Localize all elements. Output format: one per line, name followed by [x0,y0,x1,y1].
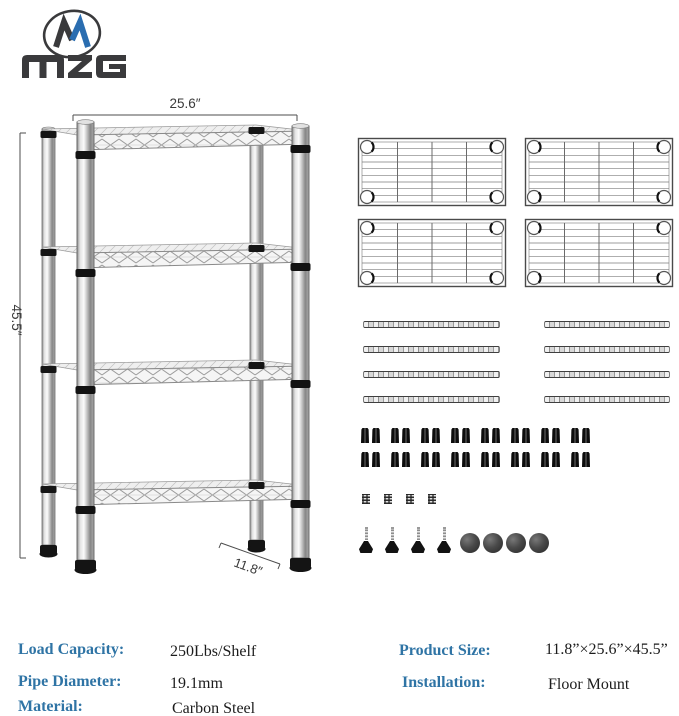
sleeve-clip-pair [571,452,590,467]
foot-stem [365,527,368,540]
sleeve-clip [492,428,500,443]
wire-shelf-top-view [357,137,507,207]
foot-cone [385,541,399,553]
load-capacity-value: 250Lbs/Shelf [170,643,257,660]
sleeve-clip [402,428,410,443]
sleeve-clip-pair [481,428,500,443]
front-feet [75,558,312,574]
foot-stem [391,527,394,540]
sleeve-clip-pair [571,428,590,443]
material-label: Material: [18,698,83,715]
screws-group [362,494,436,504]
sleeve-clip [582,428,590,443]
wire-shelves-group [357,137,674,288]
sleeve-clip [432,452,440,467]
wire-shelf-top-view [357,218,507,288]
screw-part [384,494,392,504]
sleeve-clip-pair [511,452,530,467]
sleeve-clip [451,428,459,443]
sleeve-clip [541,428,549,443]
depth-dimension-label: 11.8″ [231,554,265,579]
sleeve-clip [481,428,489,443]
sleeve-clip [391,452,399,467]
pole-part [544,321,670,328]
sleeve-clip [432,428,440,443]
sleeve-clip-pair [421,452,440,467]
pole-part [363,321,500,328]
mzg-logo-icon [8,2,148,84]
foot-stem [443,527,446,540]
sleeve-clip [522,452,530,467]
sleeve-clip [451,452,459,467]
pipe-diameter-label: Pipe Diameter: [18,673,122,690]
pole-part [363,371,500,378]
pole-part [544,371,670,378]
sleeve-clip-pair [361,428,380,443]
sleeve-clip [372,452,380,467]
sleeve-clip [552,452,560,467]
sleeve-clip [552,428,560,443]
sleeve-clip [391,428,399,443]
foot-cap [506,533,526,553]
foot-caps-group [460,533,549,553]
product-illustration [0,82,340,597]
foot-cone [359,541,373,553]
sleeve-clip [511,428,519,443]
wire-shelf-top-view [524,137,674,207]
foot-cap [529,533,549,553]
parts-diagram [340,0,679,620]
sleeve-clip-pair [391,452,410,467]
sleeve-clip [511,452,519,467]
pole-part [544,346,670,353]
sleeve-clip [361,428,369,443]
sleeve-clip [481,452,489,467]
sleeve-clip-pair [451,428,470,443]
sleeve-clip [541,452,549,467]
screw-part [428,494,436,504]
leveling-foot [410,527,426,554]
poles-group [363,321,670,403]
sleeve-clip-pair [391,428,410,443]
leveling-foot [436,527,452,554]
screw-part [406,494,414,504]
sleeve-clip [522,428,530,443]
sleeve-clip-pair [511,428,530,443]
pole-part [363,346,500,353]
sleeve-clips-group [361,428,617,467]
leveling-feet-group [358,527,452,554]
shelving-unit-drawing [0,82,340,597]
foot-cone [411,541,425,553]
sleeve-clip [361,452,369,467]
pole-part [544,396,670,403]
load-capacity-label: Load Capacity: [18,641,125,658]
leveling-foot [384,527,400,554]
pipe-diameter-value: 19.1mm [170,675,223,692]
installation-value: Floor Mount [548,676,630,693]
leveling-foot [358,527,374,554]
sleeve-clip [571,428,579,443]
width-dimension-label: 25.6″ [169,96,201,111]
sleeve-clip-pair [361,452,380,467]
sleeve-clip [421,428,429,443]
sleeve-clip [372,428,380,443]
pole-part [363,396,500,403]
product-size-value: 11.8”×25.6”×45.5” [545,641,668,658]
sleeve-clip-pair [541,428,560,443]
material-value: Carbon Steel [172,700,256,716]
product-size-label: Product Size: [399,642,491,659]
height-dimension-label: 45.5″ [9,304,24,336]
sleeve-clip [402,452,410,467]
installation-label: Installation: [402,674,486,691]
sleeve-clip [462,452,470,467]
foot-cone [437,541,451,553]
sleeve-clip [492,452,500,467]
foot-stem [417,527,420,540]
foot-cap [460,533,480,553]
sleeve-clip [582,452,590,467]
sleeve-clip-pair [451,452,470,467]
sleeve-clip-pair [421,428,440,443]
sleeve-clip [462,428,470,443]
brand-logo [8,2,148,84]
sleeve-clip [571,452,579,467]
sleeve-collars [76,145,311,514]
wire-shelf-top-view [524,218,674,288]
foot-cap [483,533,503,553]
sleeve-clip [421,452,429,467]
sleeve-clip-pair [541,452,560,467]
screw-part [362,494,370,504]
sleeve-clip-pair [481,452,500,467]
